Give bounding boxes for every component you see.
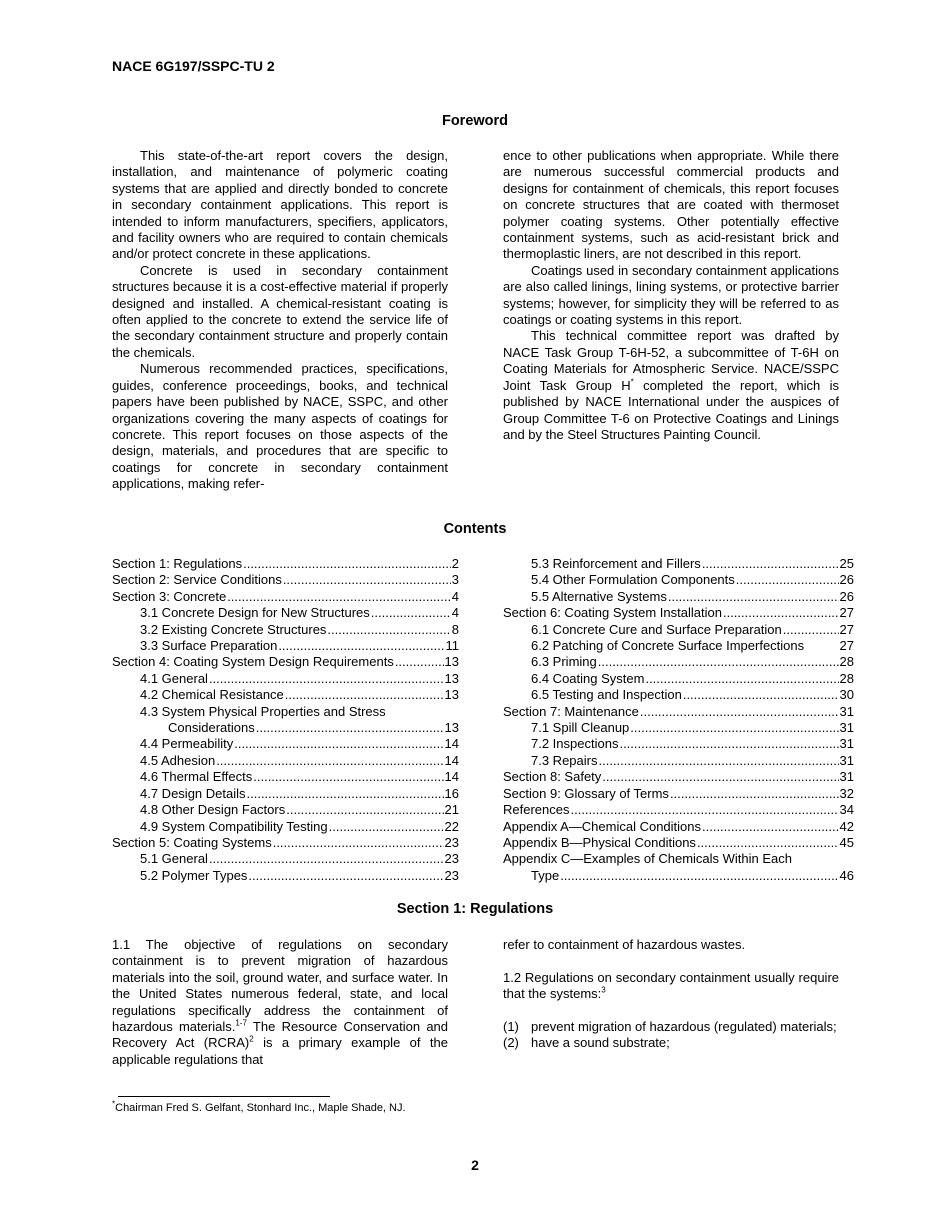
toc-leader-dots [683,687,839,703]
list-item-number: (2) [503,1035,519,1051]
toc-entry-page: 11 [445,638,459,654]
toc-leader-dots [630,720,838,736]
toc-leader-dots [668,589,839,605]
toc-entry [503,605,854,621]
foreword-paragraph-1: This state-of-the-art report covers the design, installation, and maintenance of polymeric coating systems that are applied and directly bonded to concrete in secondary containment applications. This report is intended to inform manufacturers, specifiers, applicators, and facility owners who are required to contain chemicals and/or protect concrete in these applications. [112,148,448,262]
foreword-p5-text-end: completed the report, which is published by NACE International under the auspices of Group Committee T-6 on Protective Coatings and Linings and by the Steel Structures Painting Council. [503,377,839,442]
toc-entry [112,851,459,867]
toc-entry-title: 4.8 Other Design Factors [140,802,286,818]
toc-entry [112,622,459,638]
toc-entry [503,556,854,572]
toc-entry [112,786,459,802]
toc-entry [112,572,459,588]
toc-leader-dots [560,868,838,884]
toc-entry-title: 4.5 Adhesion [140,752,216,768]
toc-entry-title: Section 7: Maintenance [503,703,639,719]
toc-entry-page: 27 [839,621,854,637]
toc-entry-title: 5.5 Alternative Systems [531,588,667,604]
list-item-text: prevent migration of hazardous (regulated) materials; [531,1019,837,1034]
toc-leader-dots [570,802,838,818]
toc-entry [503,654,854,670]
toc-entry-page: 31 [839,769,854,785]
toc-entry-page: 14 [444,752,459,768]
foreword-paragraph-2: Concrete is used in secondary containment structures because it is a cost-effective material if properly designed and installed. A chemical-resistant coating is often applied to the concrete to extend the service life of the secondary containment structure and properly contain the chemicals. [112,262,448,360]
toc-entry [112,671,459,687]
toc-entry-page: 3 [451,572,459,588]
toc-entry [503,819,854,835]
toc-entry-title: Type [531,867,560,883]
toc-entry [112,687,459,703]
toc-leader-dots [278,638,444,654]
foreword-p5-text: This technical committee report was drafted by NACE Task Group T-6H-52, a subcommittee of T-6H on Coating Materials for Atmospheric Service. NACE/SSPC Joint Task Group H [503,328,839,393]
footnote [112,1099,406,1114]
toc-leader-dots [256,720,444,736]
toc-entry-page: 31 [839,703,854,719]
toc-entry [503,736,854,752]
contents-title: Contents [443,521,507,537]
footnote-mark: * [112,1099,116,1109]
toc-leader-dots [371,605,451,621]
toc-entry-title: 4.9 System Compatibility Testing [140,818,328,834]
toc-leader-dots [253,769,443,785]
toc-entry-page: 31 [839,736,854,752]
toc-entry-title: References [503,802,570,818]
toc-entry [112,769,459,785]
toc-entry [112,720,459,736]
toc-entry-title: 5.3 Reinforcement and Fillers [531,556,701,571]
toc-leader-dots [243,556,451,572]
section1-title: Section 1: Regulations [396,901,554,917]
toc-leader-dots [216,753,443,769]
toc-entry-page: 45 [839,834,854,850]
toc-entry-title: Section 2: Service Conditions [112,572,282,588]
toc-entry-title: 3.2 Existing Concrete Structures [140,621,327,637]
toc-entry-title: 7.3 Repairs [531,752,598,768]
toc-entry-page: 42 [839,818,854,834]
toc-entry-title: 6.5 Testing and Inspection [531,687,682,703]
section1-paragraph-1 [112,937,448,1068]
toc-leader-dots [723,605,839,621]
toc-entry-title: Appendix C—Examples of Chemicals Within Each [503,851,793,867]
toc-leader-dots [247,786,444,802]
toc-leader-dots [209,671,444,687]
toc-entry-page: 21 [444,802,459,818]
document-id-header: NACE 6G197/SSPC-TU 2 [112,58,275,74]
toc-entry [503,851,854,867]
toc-leader-dots [285,687,444,703]
section1-p1-text-2: The Resource Conservation and Recovery Act (RCRA) [112,1019,449,1051]
toc-leader-dots [395,654,444,670]
toc-entry-title: 4.3 System Physical Properties and Stress [140,703,386,719]
footnote-marker: * [630,377,634,387]
toc-leader-dots [209,851,444,867]
toc-entry-title: 6.3 Priming [531,654,597,670]
toc-entry-page: 23 [444,851,459,867]
reference-1-7: 1-7 [235,1018,247,1028]
toc-leader-dots [327,622,450,638]
toc-entry-title: Section 6: Coating System Installation [503,605,722,621]
toc-entry-title: 7.2 Inspections [531,736,619,752]
toc-entry [503,720,854,736]
toc-leader-dots [602,769,838,785]
foreword-paragraph-3: Numerous recommended practices, specifications, guides, conference proceedings, books, and technical papers have been published by NACE, SSPC, and other organizations covering the many aspects of coatings for concrete. This report focuses on those aspects of the design, materials, and procedures that are specific to coatings for concrete in secondary containment applications, making refer- [112,361,448,492]
toc-entry-title: Section 9: Glossary of Terms [503,785,669,801]
toc-entry-page: 14 [444,736,459,752]
toc-entry [503,572,854,588]
toc-entry-page: 13 [444,720,459,736]
toc-entry-title: 6.2 Patching of Concrete Surface Imperfections [531,638,805,654]
toc-entry [112,835,459,851]
toc-entry-title: 4.2 Chemical Resistance [140,687,284,703]
section1-p1-text-3: is a primary example of the applicable regulations that [112,1035,448,1067]
toc-leader-dots [640,704,839,720]
toc-entry-title: Section 8: Safety [503,769,602,785]
toc-entry-page: 22 [444,818,459,834]
requirements-list [503,1019,839,1052]
toc-entry [112,868,459,884]
toc-entry-page: 27 [839,605,854,621]
section1-p1-text: 1.1 The objective of regulations on secondary containment is to prevent migration of hazardous materials into the soil, ground water, and surface water. In the United States numerous federal, state, and local regulations specifically address the containment of hazardous materials. [112,937,448,1035]
list-item [503,1035,839,1051]
toc-entry-page: 34 [839,802,854,818]
toc-entry [503,868,854,884]
toc-entry [112,819,459,835]
toc-entry-page: 13 [444,670,459,686]
toc-entry-title: 4.6 Thermal Effects [140,769,253,785]
toc-entry-page: 30 [839,687,854,703]
toc-leader-dots [598,654,839,670]
toc-entry-title: 4.4 Permeability [140,736,234,752]
section1-paragraph-2 [503,970,839,1003]
toc-entry [112,704,459,720]
reference-3: 3 [601,985,606,995]
toc-entry [503,704,854,720]
section1-left-column [112,937,448,1068]
toc-entry-page: 14 [444,769,459,785]
toc-leader-dots [783,622,839,638]
toc-entry [503,671,854,687]
toc-leader-dots [619,736,838,752]
toc-entry-page: 28 [839,670,854,686]
toc-entry-page: 27 [839,638,854,654]
toc-left-column [112,556,459,884]
toc-leader-dots [598,753,838,769]
toc-leader-dots [645,671,838,687]
toc-entry [503,835,854,851]
toc-entry [503,753,854,769]
toc-entry-title: 4.1 General [140,670,208,686]
toc-entry-title: 6.4 Coating System [531,670,645,686]
toc-entry-page: 8 [451,621,459,637]
toc-entry-page: 23 [444,867,459,883]
toc-entry-title: 7.1 Spill Cleanup [531,720,630,736]
toc-entry-page: 4 [451,588,459,604]
toc-entry-page: 16 [444,785,459,801]
toc-entry [503,622,854,638]
toc-entry-page: 46 [839,867,854,883]
toc-entry-page: 26 [839,588,854,604]
toc-entry [112,802,459,818]
toc-entry [112,736,459,752]
toc-entry [112,638,459,654]
toc-entry-page: 23 [444,834,459,850]
toc-entry-title: 3.3 Surface Preparation [140,638,278,654]
toc-entry [503,786,854,802]
foreword-left-column [112,148,448,493]
toc-entry-page: 13 [444,687,459,703]
toc-entry-title: Section 3: Concrete [112,588,227,604]
foreword-paragraph-5 [503,328,839,443]
toc-entry-page: 25 [839,556,854,571]
toc-entry-page: 26 [839,572,854,588]
toc-entry-title: 6.1 Concrete Cure and Surface Preparation [531,621,782,637]
toc-entry-title: Appendix A—Chemical Conditions [503,818,701,834]
toc-entry-title: 5.2 Polymer Types [140,867,248,883]
page-number: 2 [471,1157,479,1173]
list-item-text: have a sound substrate; [531,1035,670,1051]
toc-entry-title: 4.7 Design Details [140,785,246,801]
toc-leader-dots [283,572,451,588]
foreword-paragraph-3-continued: ence to other publications when appropriate. While there are numerous successful commercial products and designs for containment of chemicals, this report focuses on concrete structures that are coated with thermoset polymer coating systems. Other potentially effective containment systems, such as acid-resistant brick and thermoplastic liners, are not described in this report. [503,148,839,262]
foreword-title: Foreword [441,113,509,129]
toc-leader-dots [670,786,839,802]
toc-leader-dots [702,556,839,572]
toc-entry [503,638,854,654]
foreword-right-column [503,148,839,443]
toc-leader-dots [702,819,839,835]
footnote-text: Chairman Fred S. Gelfant, Stonhard Inc., Maple Shade, NJ. [115,1102,406,1114]
toc-leader-dots [273,835,444,851]
toc-entry-title: 5.1 General [140,851,208,867]
toc-entry [112,753,459,769]
toc-entry-page: 2 [451,556,459,571]
toc-entry [503,687,854,703]
toc-leader-dots [697,835,839,851]
toc-leader-dots [329,819,444,835]
toc-entry [503,589,854,605]
toc-entry-page: 13 [444,654,459,670]
toc-entry [503,769,854,785]
list-item [503,1019,839,1035]
toc-leader-dots [736,572,839,588]
toc-right-column [503,556,854,884]
toc-entry-title: Section 1: Regulations [112,556,243,571]
toc-entry-page: 28 [839,654,854,670]
toc-leader-dots [234,736,443,752]
toc-entry-page: 31 [839,752,854,768]
toc-leader-dots [227,589,451,605]
toc-entry-page: 32 [839,785,854,801]
toc-entry-title: Appendix B—Physical Conditions [503,834,696,850]
reference-2: 2 [249,1035,254,1045]
section1-right-column [503,937,839,1052]
toc-entry [112,589,459,605]
toc-entry [503,802,854,818]
foreword-paragraph-4: Coatings used in secondary containment applications are also called linings, lining systems, or protective barrier systems; however, for simplicity they will be referred to as coatings or coating systems in this report. [503,262,839,328]
toc-leader-dots [286,802,443,818]
list-item-number: (1) [503,1019,519,1034]
toc-entry-title: Considerations [168,720,255,736]
toc-entry-title: 3.1 Concrete Design for New Structures [140,605,370,621]
footnote-divider [118,1096,330,1097]
toc-entry [112,654,459,670]
toc-entry [112,605,459,621]
toc-entry-page: 4 [451,605,459,621]
toc-entry [112,556,459,572]
toc-entry-page: 31 [839,720,854,736]
section1-p2-text: 1.2 Regulations on secondary containment usually require that the systems: [503,969,839,1002]
toc-entry-title: Section 4: Coating System Design Requirements [112,654,394,670]
toc-entry-title: 5.4 Other Formulation Components [531,572,735,588]
toc-entry-title: Section 5: Coating Systems [112,834,272,850]
section1-paragraph-1-continued: refer to containment of hazardous wastes. [503,937,746,952]
toc-leader-dots [248,868,443,884]
